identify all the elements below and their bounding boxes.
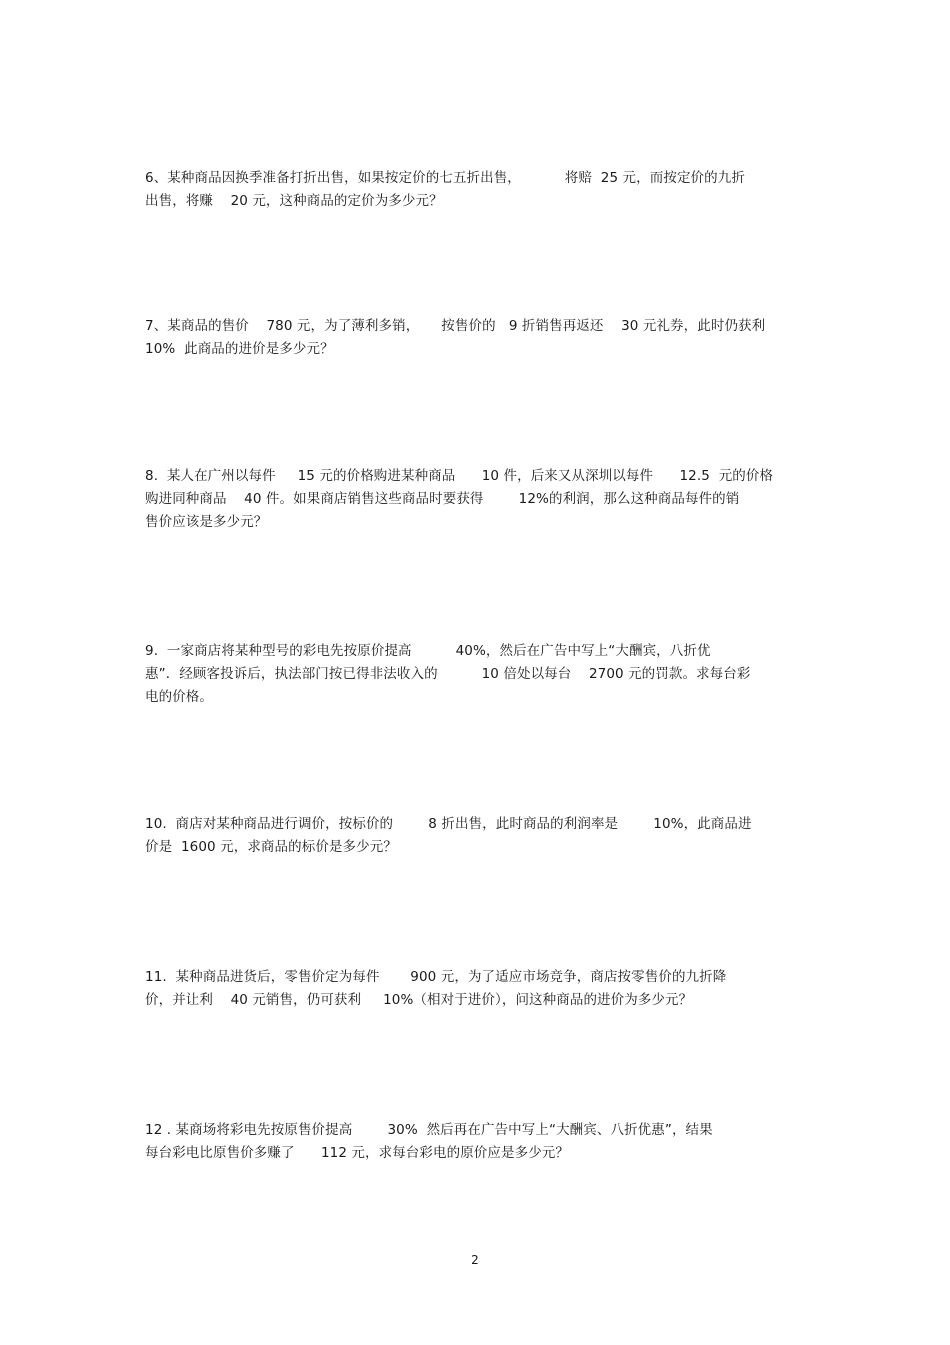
- problem-6-line-2: 出售，将赚 20 元，这种商品的定价为多少元？: [145, 193, 443, 209]
- problem-11-line-2: 价，并让利 40 元销售，仍可获利 10%（相对于进价），问这种商品的进价为多少元？: [145, 992, 693, 1008]
- problem-11-line-1: 11. 某种商品进货后，零售价定为每件 900 元，为了适应市场竞争，商店按零售价的九折降: [145, 969, 727, 985]
- problem-6-line-1: 6、某种商品因换季准备打折出售，如果按定价的七五折出售， 将赔 25 元，而按定价的九折: [145, 170, 745, 186]
- problem-9-line-3: 电的价格。: [145, 689, 213, 705]
- problem-8-line-3: 售价应该是多少元？: [145, 514, 268, 530]
- problem-8-line-1: 8. 某人在广州以每件 15 元的价格购进某种商品 10 件，后来又从深圳以每件 12.5 元的价格: [145, 468, 774, 484]
- problem-8-line-2: 购进同种商品 40 件。如果商店销售这些商品时要获得 12%的利润，那么这种商品每件的销: [145, 491, 740, 507]
- problem-9-line-2: 惠”．经顾客投诉后，执法部门按已得非法收入的 10 倍处以每台 2700 元的罚款。求每台彩: [145, 666, 751, 682]
- problem-12-line-2: 每台彩电比原售价多赚了 112 元，求每台彩电的原价应是多少元？: [145, 1145, 570, 1161]
- problem-8: [145, 465, 810, 534]
- problem-7: [145, 315, 810, 361]
- problem-7-line-1: 7、某商品的售价 780 元，为了薄利多销， 按售价的 9 折销售再返还 30 元礼券，此时仍获利: [145, 318, 766, 334]
- problem-10-line-2: 价是 1600 元，求商品的标价是多少元？: [145, 839, 397, 855]
- problem-9: [145, 640, 810, 709]
- problem-12: [145, 1119, 810, 1165]
- problem-12-line-1: 12 . 某商场将彩电先按原售价提高 30% 然后再在广告中写上“大酬宾、八折优惠”，结果: [145, 1122, 713, 1138]
- problem-7-line-2: 10% 此商品的进价是多少元？: [145, 341, 334, 357]
- problem-10: [145, 813, 810, 859]
- problem-10-line-1: 10. 商店对某种商品进行调价，按标价的 8 折出售，此时商品的利润率是 10%，此商品进: [145, 816, 752, 832]
- page-number: 2: [471, 1253, 479, 1267]
- problem-6: [145, 167, 810, 213]
- problem-9-line-1: 9. 一家商店将某种型号的彩电先按原价提高 40%，然后在广告中写上“大酬宾，八折优: [145, 643, 711, 659]
- problem-11: [145, 966, 810, 1012]
